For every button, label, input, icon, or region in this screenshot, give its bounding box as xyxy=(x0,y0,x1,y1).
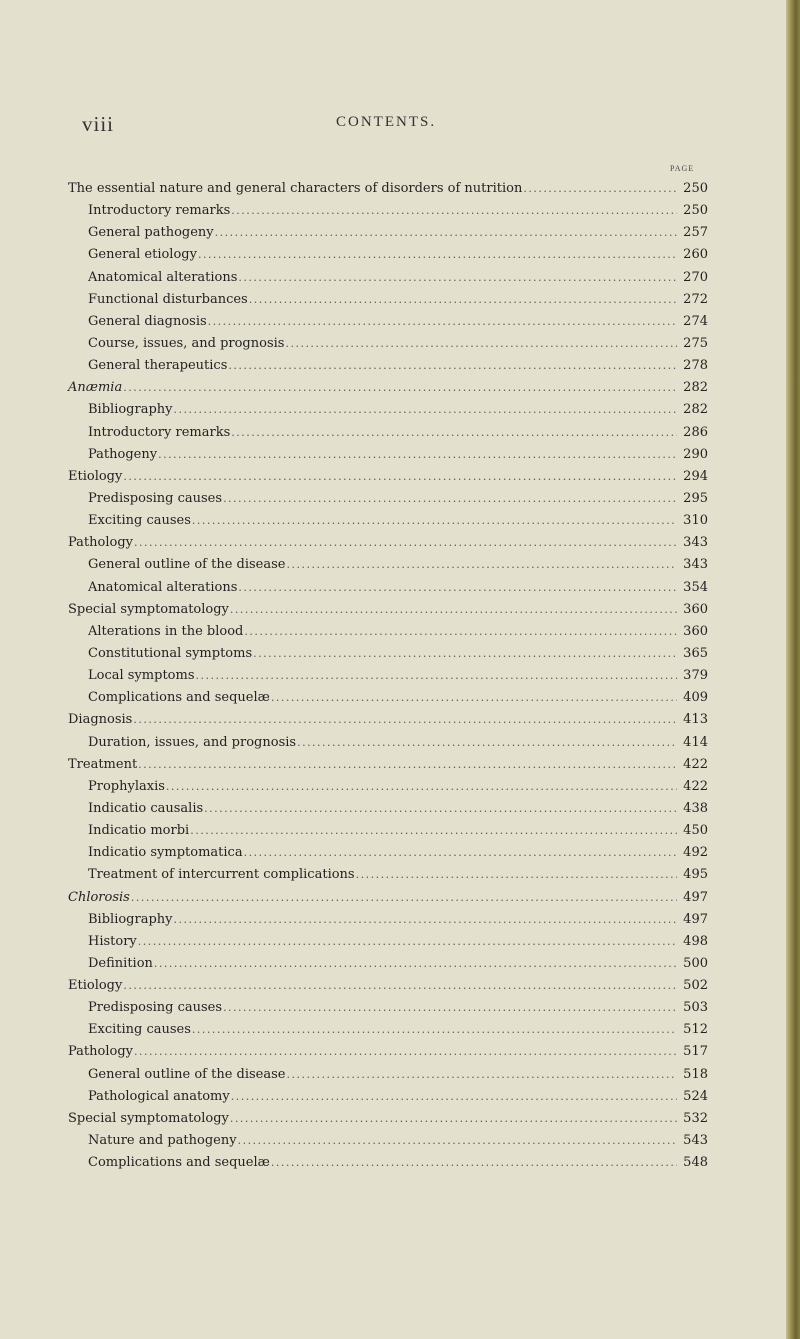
toc-entry xyxy=(0,488,708,510)
toc-entry-title: Pathogeny xyxy=(88,446,158,462)
dot-leader xyxy=(253,643,677,665)
toc-entry-page: 532 xyxy=(683,1110,708,1126)
toc-entry xyxy=(0,754,708,776)
toc-entry-page: 503 xyxy=(683,1000,708,1016)
toc-entry-page: 518 xyxy=(683,1066,708,1082)
toc-entry xyxy=(0,997,708,1019)
dot-leader xyxy=(231,1086,677,1108)
toc-entry xyxy=(0,687,708,709)
toc-entry-title: Anatomical alterations xyxy=(88,579,238,595)
toc-entry-title: Treatment of intercurrent complications xyxy=(88,867,355,883)
toc-entry xyxy=(0,244,708,266)
dot-leader xyxy=(287,554,678,576)
dot-leader xyxy=(249,289,677,311)
dot-leader xyxy=(223,997,677,1019)
toc-entry-page: 512 xyxy=(683,1022,708,1038)
toc-entry xyxy=(0,931,708,953)
toc-entry xyxy=(0,532,708,554)
toc-entry-title: Diagnosis xyxy=(68,712,133,728)
toc-entry-page: 343 xyxy=(683,557,708,573)
toc-entry-page: 524 xyxy=(683,1088,708,1104)
toc-entry xyxy=(0,222,708,244)
toc-entry-page: 517 xyxy=(683,1044,708,1060)
toc-entry xyxy=(0,178,708,200)
toc-entry-title: Predisposing causes xyxy=(88,1000,223,1016)
dot-leader xyxy=(133,709,677,731)
toc-entry-page: 543 xyxy=(683,1133,708,1149)
toc-entry-page: 495 xyxy=(683,867,708,883)
toc-entry xyxy=(0,820,708,842)
toc-entry-title: Alterations in the blood xyxy=(88,623,244,639)
toc-entry xyxy=(0,953,708,975)
toc-entry-title: Complications and sequelæ xyxy=(88,1155,270,1171)
toc-entry xyxy=(0,798,708,820)
dot-leader xyxy=(287,1064,678,1086)
dot-leader xyxy=(238,267,677,289)
page-column-label: PAGE xyxy=(670,164,695,173)
dot-leader xyxy=(285,333,677,355)
dot-leader xyxy=(297,732,677,754)
toc-entry-page: 450 xyxy=(683,823,708,839)
toc-entry xyxy=(0,776,708,798)
toc-entry-page: 275 xyxy=(683,335,708,351)
toc-entry-title: Bibliography xyxy=(88,911,173,927)
dot-leader xyxy=(215,222,677,244)
toc-entry xyxy=(0,732,708,754)
toc-entry-title: General etiology xyxy=(88,247,197,263)
toc-entry-page: 379 xyxy=(683,668,708,684)
dot-leader xyxy=(192,1019,677,1041)
toc-entry-title: Exciting causes xyxy=(88,513,191,529)
dot-leader xyxy=(230,1108,677,1130)
dot-leader xyxy=(244,621,677,643)
toc-entry-title: General therapeutics xyxy=(88,358,228,374)
dot-leader xyxy=(208,311,677,333)
toc-entry-title: General diagnosis xyxy=(88,313,207,329)
toc-entry xyxy=(0,665,708,687)
dot-leader xyxy=(238,577,677,599)
dot-leader xyxy=(356,864,677,886)
toc-entry-page: 548 xyxy=(683,1155,708,1171)
toc-entry-page: 343 xyxy=(683,535,708,551)
toc-entry-page: 250 xyxy=(683,181,708,196)
dot-leader xyxy=(131,887,677,909)
toc-entry-title: Prophylaxis xyxy=(88,778,165,794)
toc-entry-title: Pathology xyxy=(68,1044,133,1060)
toc-entry-page: 286 xyxy=(683,424,708,440)
toc-entry-page: 497 xyxy=(683,911,708,927)
dot-leader xyxy=(230,599,677,621)
toc-entry xyxy=(0,1041,708,1063)
toc-entry xyxy=(0,864,708,886)
toc-entry-title: Chlorosis xyxy=(68,889,130,905)
toc-entry-page: 492 xyxy=(683,845,708,861)
toc-entry-title: Exciting causes xyxy=(88,1022,191,1038)
toc-entry-page: 422 xyxy=(683,756,708,772)
toc-entry-title: Introductory remarks xyxy=(88,203,231,219)
dot-leader xyxy=(123,377,677,399)
toc-entry xyxy=(0,975,708,997)
toc-entry-title: Duration, issues, and prognosis xyxy=(88,734,297,750)
toc-entry-title: Etiology xyxy=(68,468,123,484)
toc-entry-page: 278 xyxy=(683,358,708,374)
toc-entry xyxy=(0,399,708,421)
toc-entry xyxy=(0,577,708,599)
toc-entry xyxy=(0,1064,708,1086)
toc-entry xyxy=(0,422,708,444)
toc-entry xyxy=(0,842,708,864)
dot-leader xyxy=(231,200,677,222)
toc-entry xyxy=(0,709,708,731)
toc-entry-page: 260 xyxy=(683,247,708,263)
toc-entry-page: 294 xyxy=(683,468,708,484)
dot-leader xyxy=(231,422,677,444)
toc-entry xyxy=(0,333,708,355)
dot-leader xyxy=(238,1130,677,1152)
toc-entry-page: 502 xyxy=(683,978,708,994)
toc-entry-page: 409 xyxy=(683,690,708,706)
toc-entry xyxy=(0,1108,708,1130)
dot-leader xyxy=(134,532,677,554)
toc-entry-page: 422 xyxy=(683,778,708,794)
dot-leader xyxy=(196,665,678,687)
toc-entry-page: 290 xyxy=(683,446,708,462)
toc-entry-page: 360 xyxy=(683,601,708,617)
dot-leader xyxy=(223,488,677,510)
toc-entry-title: Bibliography xyxy=(88,402,173,418)
page-edge xyxy=(786,0,800,1339)
toc-entry-page: 413 xyxy=(683,712,708,728)
toc-entry-title: Indicatio causalis xyxy=(88,800,204,816)
toc-entry-page: 438 xyxy=(683,800,708,816)
toc-entry-title: General pathogeny xyxy=(88,225,214,241)
toc-entry xyxy=(0,200,708,222)
toc-entry xyxy=(0,887,708,909)
toc-entry-title: Definition xyxy=(88,955,153,971)
toc-entry-page: 274 xyxy=(683,313,708,329)
toc-entry-page: 295 xyxy=(683,490,708,506)
toc-entry-page: 310 xyxy=(683,513,708,529)
toc-entry-title: Nature and pathogeny xyxy=(88,1133,237,1149)
dot-leader xyxy=(228,355,677,377)
dot-leader xyxy=(174,399,678,421)
toc-entry-title: Introductory remarks xyxy=(88,424,231,440)
toc-entry-title: Special symptomatology xyxy=(68,601,229,617)
toc-entry-title: Etiology xyxy=(68,978,123,994)
dot-leader xyxy=(166,776,677,798)
toc-entry-title: Anatomical alterations xyxy=(88,269,238,285)
toc-entry xyxy=(0,444,708,466)
toc-entry-title: Predisposing causes xyxy=(88,490,223,506)
dot-leader xyxy=(138,931,677,953)
toc-entry-title: Anæmia xyxy=(68,380,123,396)
toc-entry xyxy=(0,355,708,377)
toc-entry xyxy=(0,377,708,399)
toc-entry-page: 250 xyxy=(683,203,708,219)
toc-entry xyxy=(0,289,708,311)
toc-entry xyxy=(0,267,708,289)
toc-entry xyxy=(0,909,708,931)
toc-entry-title: Functional disturbances xyxy=(88,291,248,307)
toc-entry-page: 360 xyxy=(683,623,708,639)
toc-entry-title: Special symptomatology xyxy=(68,1110,229,1126)
dot-leader xyxy=(204,798,677,820)
toc-entry xyxy=(0,643,708,665)
toc-entry-page: 365 xyxy=(683,645,708,661)
toc-entry-title: Pathology xyxy=(68,535,133,551)
dot-leader xyxy=(198,244,677,266)
dot-leader xyxy=(523,178,677,200)
toc-entry xyxy=(0,466,708,488)
page-number: viii xyxy=(82,112,115,136)
dot-leader xyxy=(123,975,677,997)
toc-entry-page: 257 xyxy=(683,225,708,241)
toc-entry-title: Treatment xyxy=(68,756,138,772)
dot-leader xyxy=(192,510,677,532)
dot-leader xyxy=(244,842,677,864)
toc-entry-page: 500 xyxy=(683,955,708,971)
toc-entry-title: Indicatio morbi xyxy=(88,823,190,839)
toc-entry-page: 270 xyxy=(683,269,708,285)
toc-entry xyxy=(0,311,708,333)
toc-entry-title: Complications and sequelæ xyxy=(88,690,270,706)
toc-entry-title: General outline of the disease xyxy=(88,557,286,573)
toc-entry-page: 282 xyxy=(683,380,708,396)
toc-entry xyxy=(0,621,708,643)
toc-entry-title: History xyxy=(88,933,137,949)
running-head: CONTENTS. xyxy=(336,114,437,130)
toc-entry xyxy=(0,1086,708,1108)
toc-entry-title: Course, issues, and prognosis xyxy=(88,335,285,351)
dot-leader xyxy=(174,909,678,931)
toc-entry-title: Indicatio symptomatica xyxy=(88,845,243,861)
toc-entry xyxy=(0,1019,708,1041)
toc-entry xyxy=(0,510,708,532)
dot-leader xyxy=(123,466,677,488)
toc-entry-title: Constitutional symptoms xyxy=(88,645,253,661)
toc-entry xyxy=(0,1130,708,1152)
table-of-contents xyxy=(0,178,788,1174)
dot-leader xyxy=(271,1152,677,1174)
dot-leader xyxy=(190,820,677,842)
toc-entry-title: The essential nature and general characters of disorders of nutrition xyxy=(68,181,523,196)
toc-entry-title: Pathological anatomy xyxy=(88,1088,230,1104)
toc-entry-page: 272 xyxy=(683,291,708,307)
dot-leader xyxy=(271,687,677,709)
toc-entry xyxy=(0,554,708,576)
toc-entry-page: 354 xyxy=(683,579,708,595)
toc-entry xyxy=(0,1152,708,1174)
dot-leader xyxy=(158,444,677,466)
toc-entry-page: 497 xyxy=(683,889,708,905)
dot-leader xyxy=(154,953,677,975)
dot-leader xyxy=(138,754,677,776)
toc-entry xyxy=(0,599,708,621)
toc-entry-title: Local symptoms xyxy=(88,668,195,684)
page-header xyxy=(0,112,788,142)
toc-entry-title: General outline of the disease xyxy=(88,1066,286,1082)
toc-entry-page: 414 xyxy=(683,734,708,750)
toc-entry-page: 282 xyxy=(683,402,708,418)
toc-entry-page: 498 xyxy=(683,933,708,949)
dot-leader xyxy=(134,1041,677,1063)
